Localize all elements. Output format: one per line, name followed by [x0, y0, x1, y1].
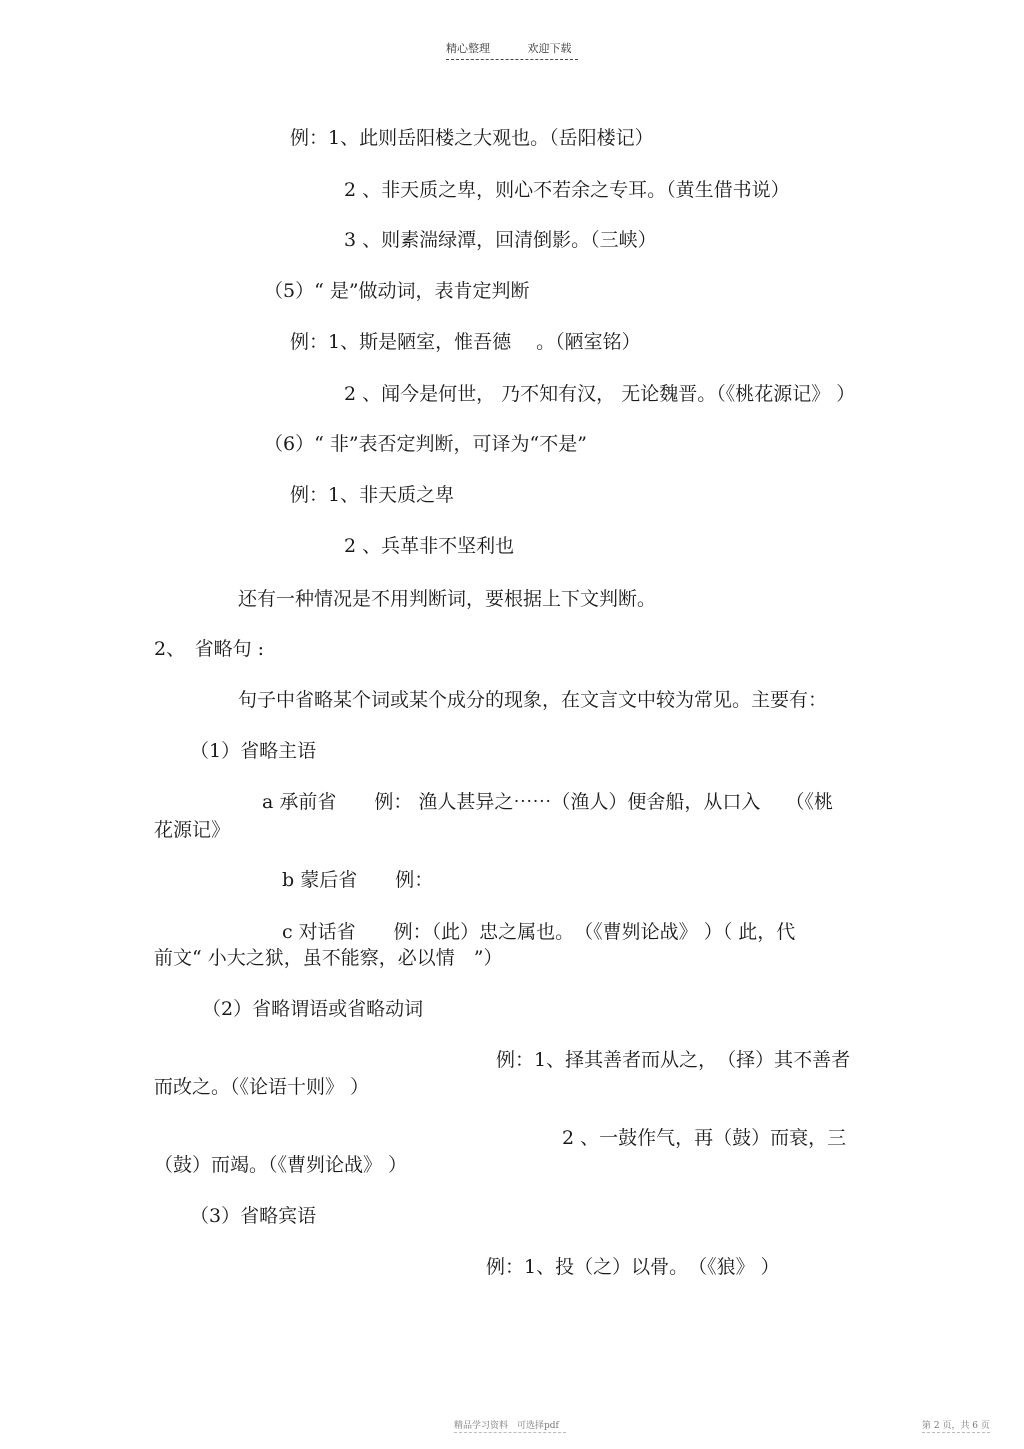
footer-page-number: 第 2 页，共 6 页	[922, 1421, 990, 1431]
header-right-text: 欢迎下载	[527, 42, 572, 55]
text-line: 3 、则素湍绿潭，回清倒影。（三峡）	[344, 229, 657, 251]
text-line: （1）省略主语	[190, 740, 317, 762]
section-heading: 2、 省略句 :	[154, 638, 265, 660]
header-divider	[446, 59, 578, 60]
text-line: 2 、兵革非不坚利也	[344, 535, 515, 557]
text-line: 例：1、投（之）以骨。 （《狼》 ）	[486, 1256, 780, 1278]
text-line: （3）省略宾语	[190, 1205, 317, 1227]
text-line: c 对话省 例：（此）忠之属也。 （《曹刿论战》 ）（ 此，代	[282, 921, 796, 943]
text-line: 句子中省略某个词或某个成分的现象，在文言文中较为常见。主要有：	[238, 689, 828, 711]
text-line: 例：1、此则岳阳楼之大观也。（岳阳楼记）	[290, 127, 654, 149]
text-line: 2 、闻今是何世， 乃不知有汉， 无论魏晋。（《桃花源记》 ）	[344, 383, 856, 405]
text-line: b 蒙后省 例：	[282, 869, 434, 891]
text-line: 例：1、斯是陋室，惟吾德 。（陋室铭）	[290, 331, 641, 353]
text-line: a 承前省 例： 渔人甚异之⋯⋯（渔人）便舍船，从口入 （《桃	[262, 791, 833, 813]
footer-left-divider	[454, 1432, 566, 1433]
text-line: 而改之。（《论语十则》 ）	[154, 1076, 370, 1098]
text-line: 还有一种情况是不用判断词，要根据上下文判断。	[238, 588, 657, 610]
text-line: （6）“ 非”表否定判断，可译为“不是”	[264, 433, 587, 455]
text-line: 例：1、非天质之卑	[290, 484, 455, 506]
text-line: 2 、非天质之卑，则心不若余之专耳。（黄生借书说）	[344, 179, 790, 201]
header-left-text: 精心整理	[446, 42, 490, 55]
text-line: 例：1、择其善者而从之， （择）其不善者	[496, 1049, 851, 1071]
text-line: （鼓）而竭。（《曹刿论战》 ）	[154, 1154, 408, 1176]
text-line: 前文“ 小大之狱，虽不能察，必以情 ”）	[154, 947, 503, 969]
text-line: （5）“ 是”做动词，表肯定判断	[264, 280, 530, 302]
text-line: （2）省略谓语或省略动词	[202, 998, 424, 1020]
footer-left-text: 精品学习资料 可选择pdf	[454, 1421, 559, 1431]
footer-right-divider	[922, 1432, 990, 1433]
text-line: 2 、一鼓作气，再（鼓）而衰，三	[562, 1127, 847, 1149]
text-line: 花源记》	[154, 819, 231, 841]
page-header	[446, 40, 578, 56]
